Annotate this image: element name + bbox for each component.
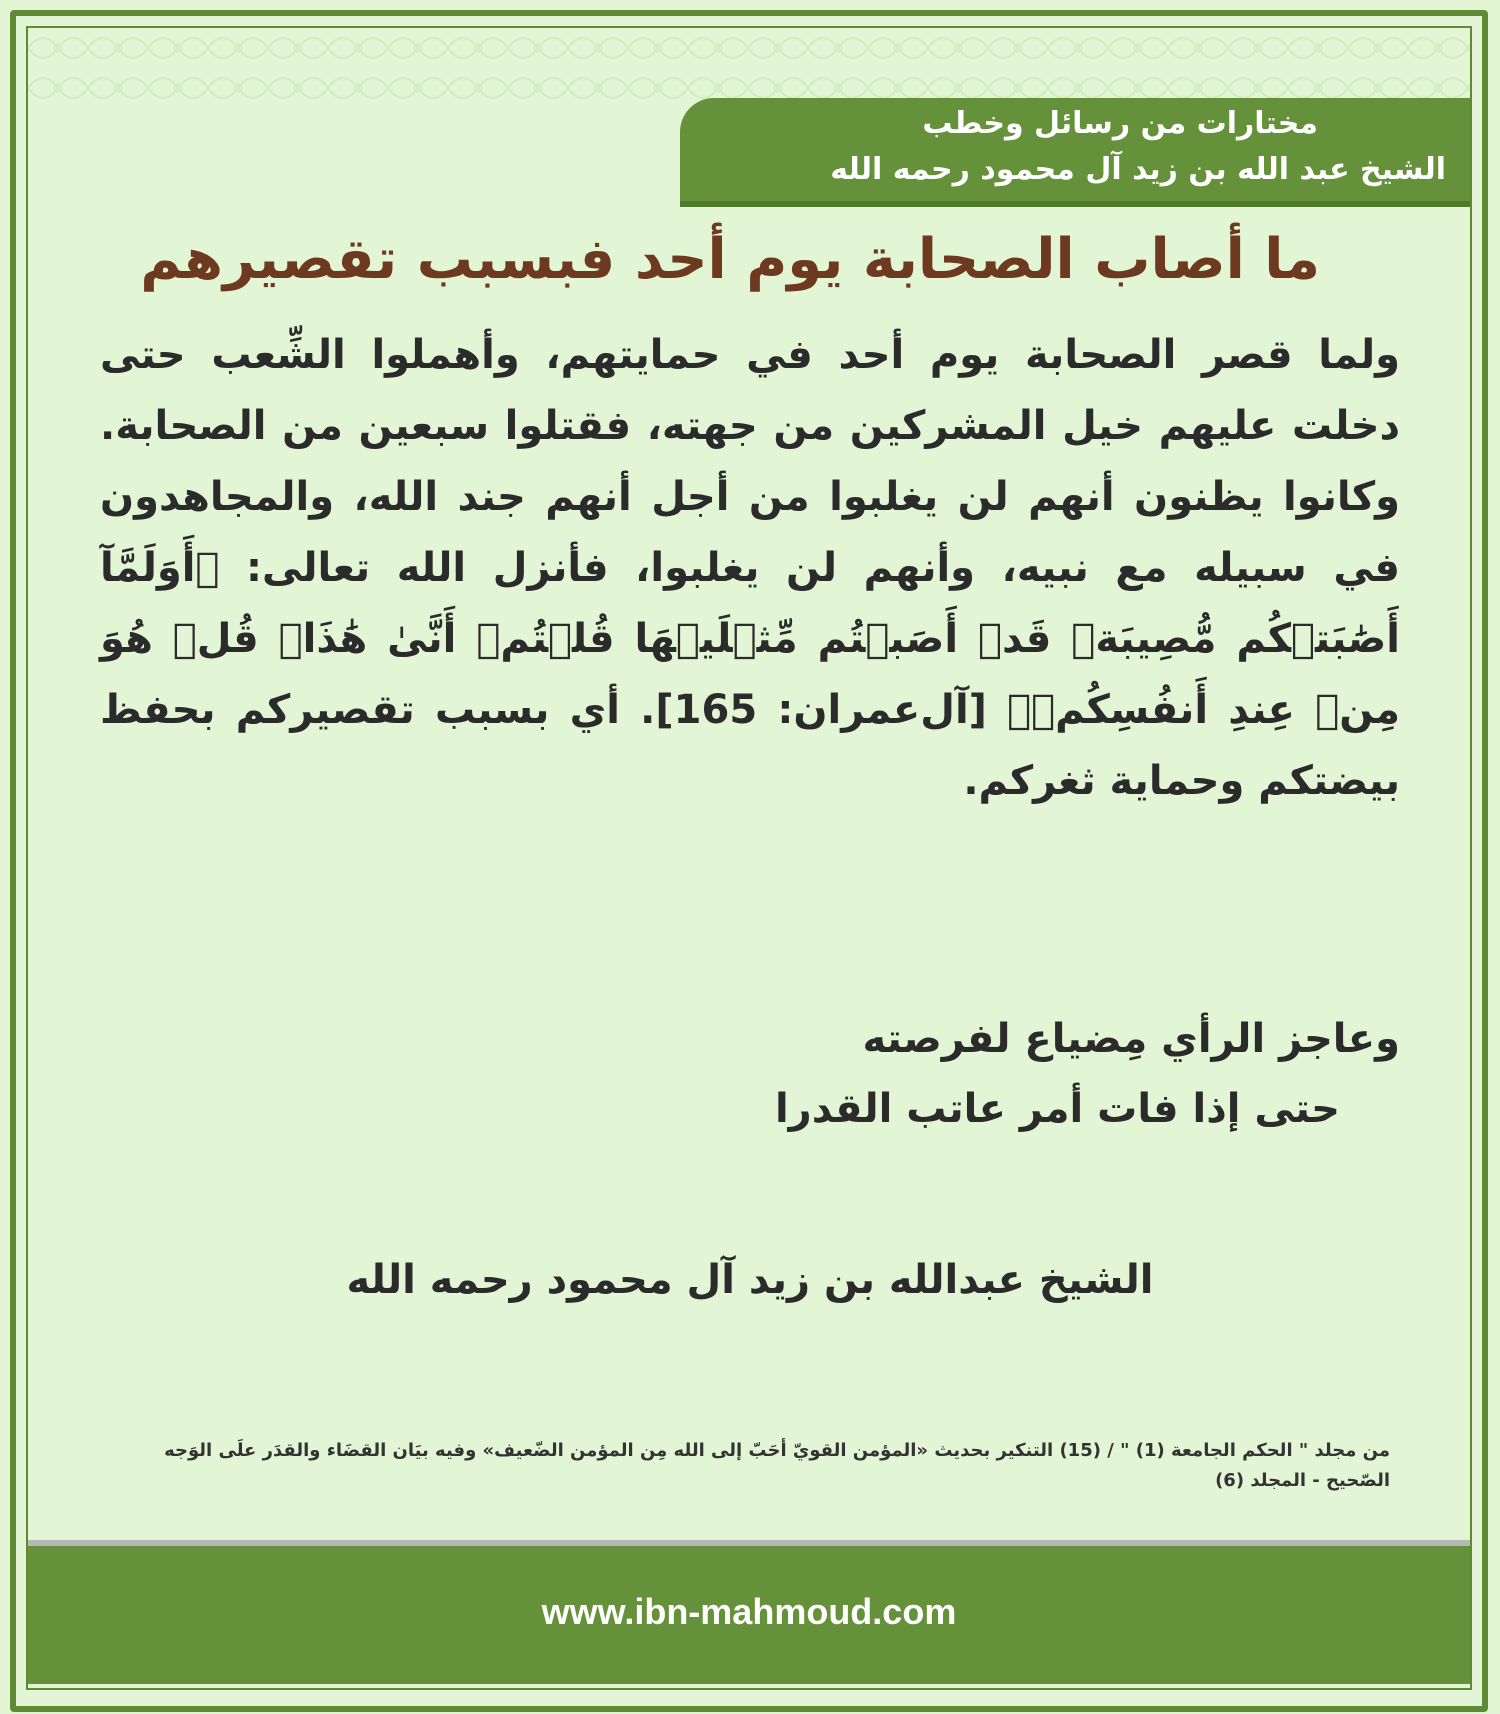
- decorative-pattern: [28, 28, 1470, 108]
- body-part-1: ولما قصر الصحابة يوم أحد في حمايتهم، وأهملوا الشِّعب حتى دخلت عليهم خيل المشركين من جهته، فقتلوا سبعين من الصحابة. وكانوا يظنون أنهم لن يغلبوا من أجل أنهم جند الله، والمجاهدون في سبيله مع نبيه، وأنهم لن يغلبوا، فأنزل الله تعالى:: [100, 332, 1400, 591]
- footer: [28, 1546, 1470, 1684]
- poem: [600, 1004, 1400, 1144]
- poem-line-1: وعاجز الرأي مِضياع لفرصته: [862, 1016, 1400, 1062]
- body-part-2: [آل‌عمران: 165]. أي بسبب تقصيركم بحفظ بيضتكم وحماية ثغركم.: [100, 687, 1400, 804]
- source-citation: من مجلد " الحكم الجامعة (1) " / (15) التنكير بحديث «المؤمن القويّ أحَبّ إلى الله مِن المؤمن الضّعيف» وفيه بيَان القضَاء والقدَر علَى الوَجه الصّحيح - المجلد (6): [164, 1440, 1390, 1491]
- series-title: مختارات من رسائل وخطب: [922, 106, 1318, 141]
- header-author: الشيخ عبد الله بن زيد آل محمود رحمه الله: [830, 152, 1446, 187]
- website-link[interactable]: www.ibn-mahmoud.com: [541, 1591, 957, 1632]
- header-band: [680, 98, 1470, 207]
- poem-line-2: حتى إذا فات أمر عاتب القدرا: [774, 1086, 1340, 1132]
- signature: الشيخ عبدالله بن زيد آل محمود رحمه الله: [346, 1257, 1154, 1303]
- page-title: ما أصاب الصحابة يوم أحد فبسبب تقصيرهم: [140, 227, 1320, 292]
- quran-verse: ﴿أَوَلَمَّآ أَصَٰبَتۡكُم مُّصِيبَةٞ قَدۡ أَصَبۡتُم مِّثۡلَيۡهَا قُلۡتُمۡ أَنَّىٰ هَٰذَاۖ قُلۡ هُوَ مِنۡ عِندِ أَنفُسِكُمۡ﴾: [100, 545, 1400, 733]
- article-body: [100, 320, 1400, 817]
